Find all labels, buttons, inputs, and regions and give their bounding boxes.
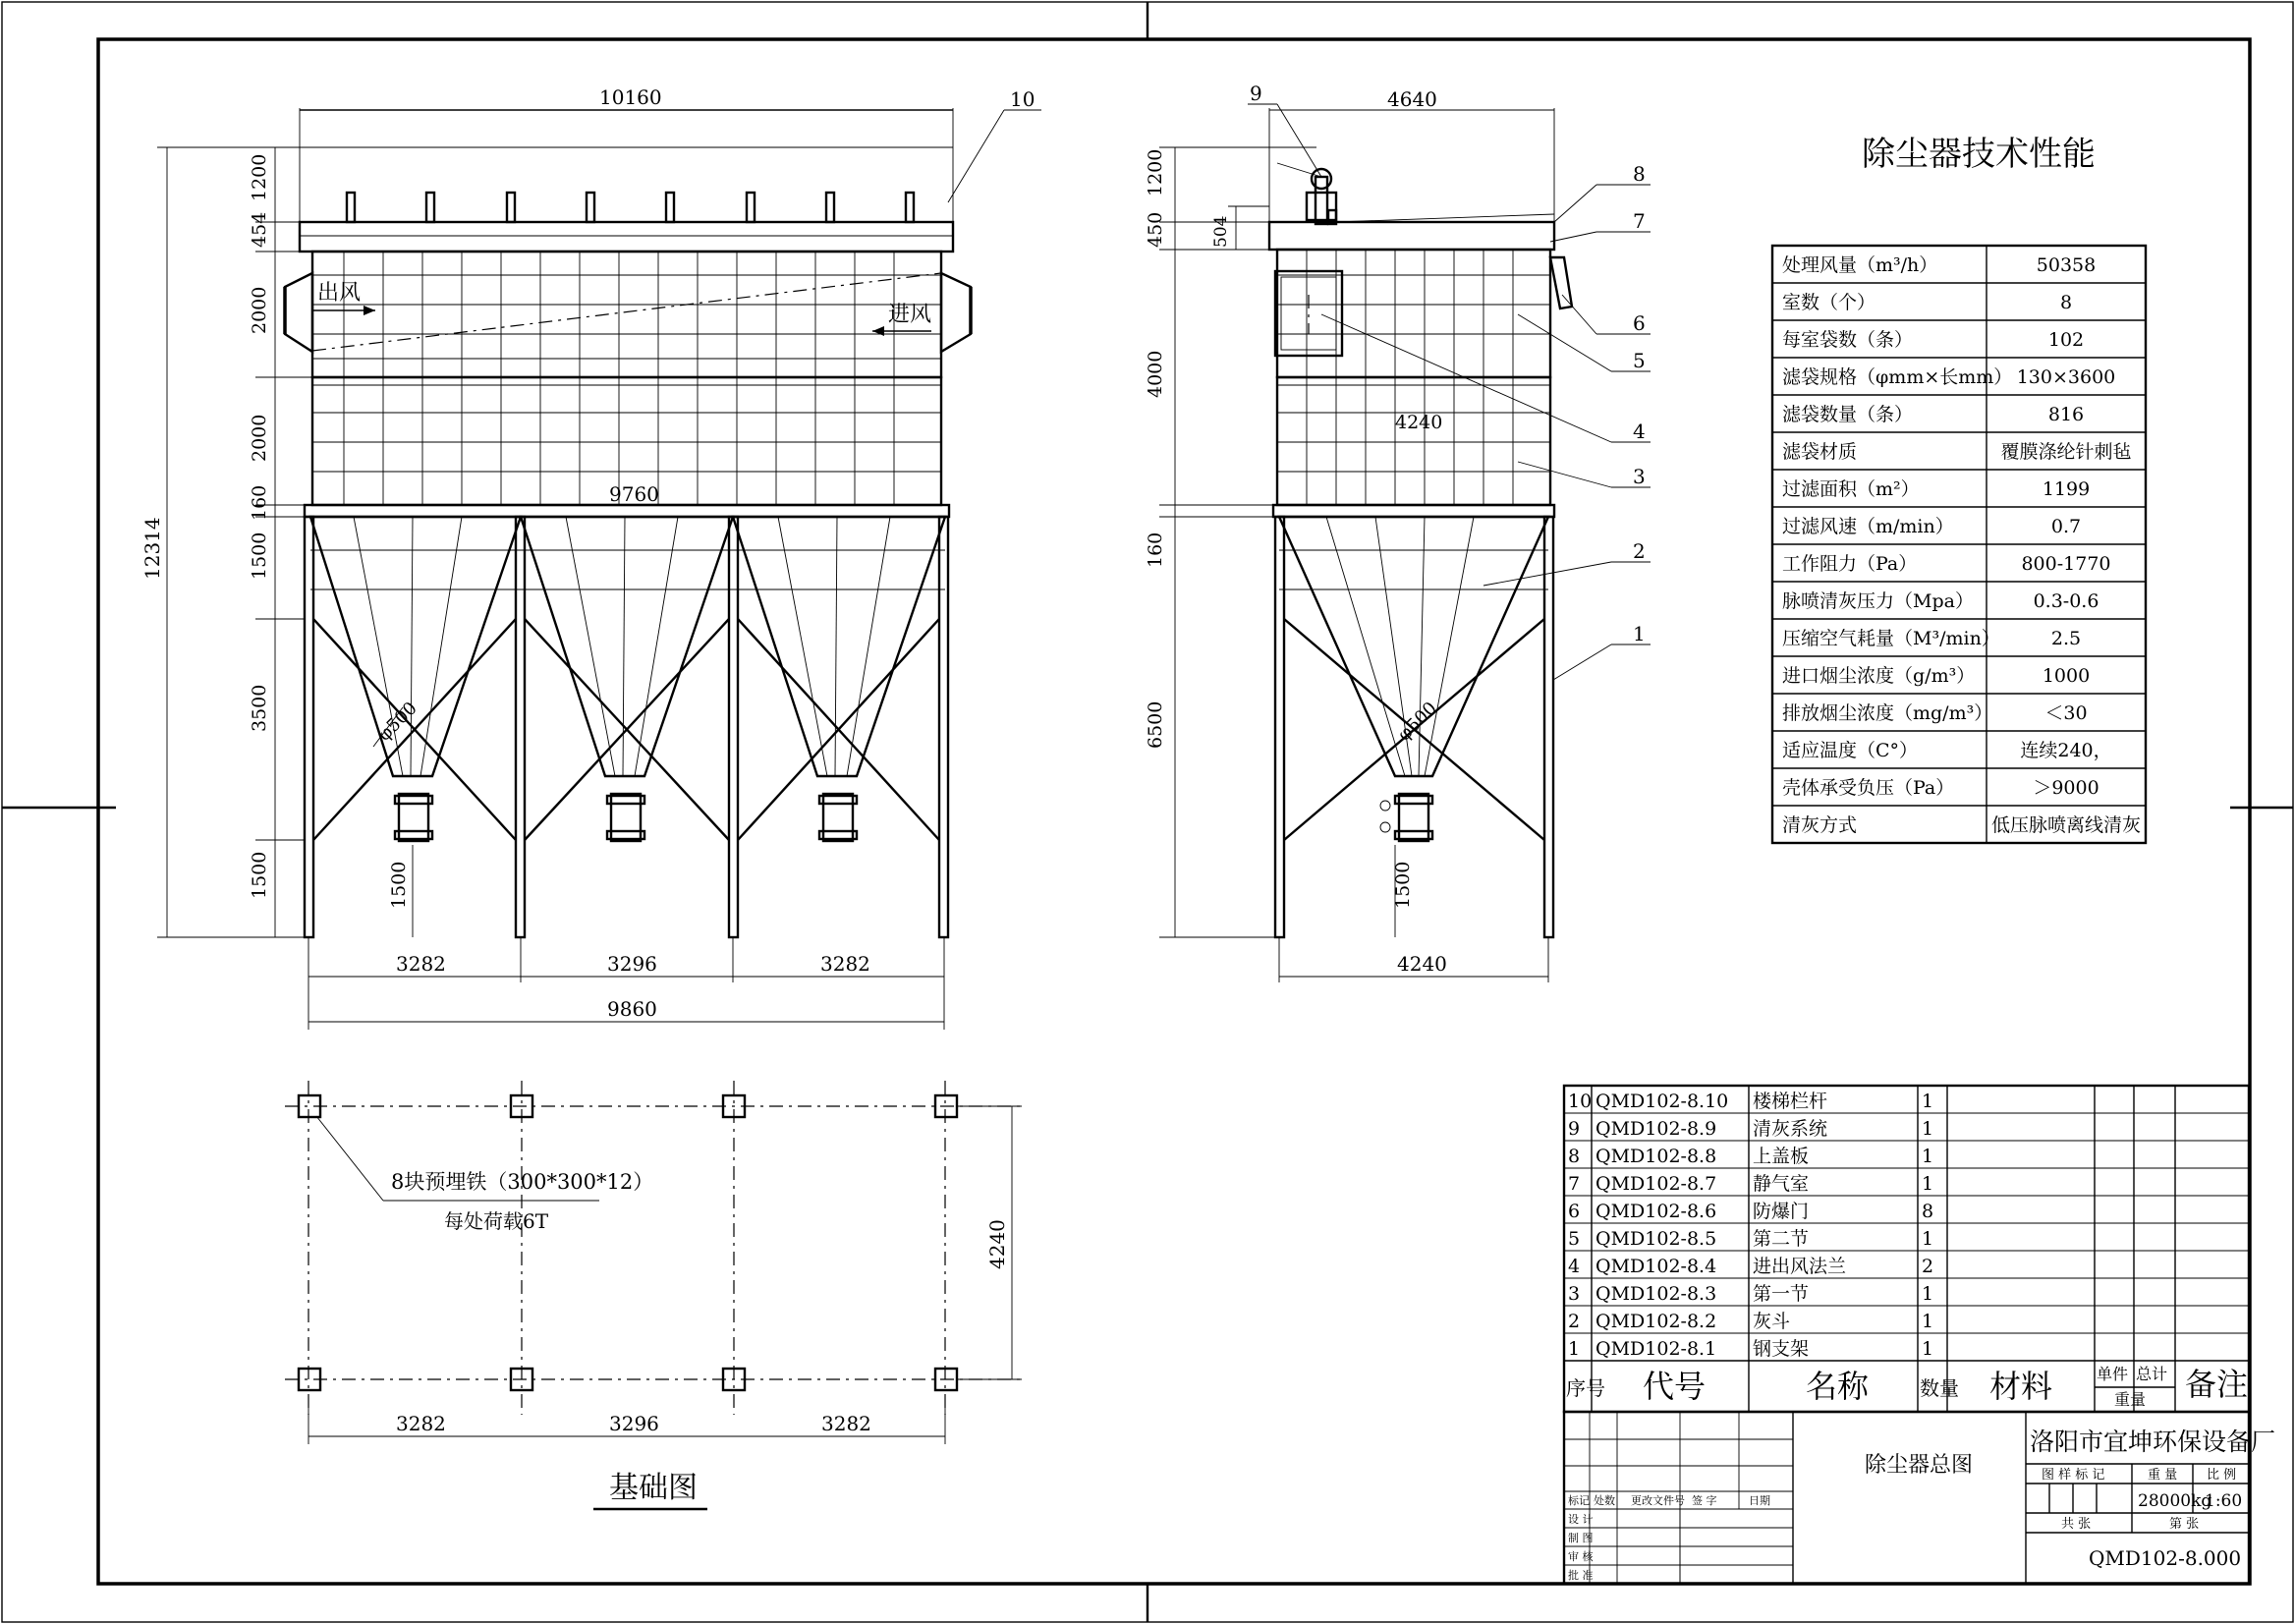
spec-row-value: 0.7	[2050, 515, 2082, 537]
spec-table-title: 除尘器技术性能	[1862, 135, 2096, 174]
front-outlet-height: 1500	[388, 861, 410, 909]
spec-row-value: 连续240，	[2020, 739, 2112, 761]
hoppers	[310, 517, 945, 841]
front-top-width: 10160	[599, 85, 662, 109]
spec-row-value: 50358	[2036, 253, 2097, 276]
part-name: 进出风法兰	[1753, 1255, 1847, 1277]
parts-header-no: 序号	[1566, 1376, 1605, 1400]
part-qty: 1	[1922, 1145, 1934, 1167]
part-code: QMD102-8.2	[1595, 1310, 1717, 1332]
part-name: 楼梯栏杆	[1753, 1090, 1828, 1112]
front-h-2000b: 2000	[249, 414, 270, 462]
side-h-4000: 4000	[1145, 350, 1166, 398]
part-qty: 1	[1922, 1117, 1934, 1140]
callout-2: 2	[1633, 539, 1646, 563]
callout-1: 1	[1633, 622, 1646, 645]
spec-row-value: ＞9000	[2033, 776, 2099, 799]
revision-header: 标记	[1568, 1494, 1590, 1507]
front-mid-width: 9760	[609, 482, 659, 506]
side-cone-dim: φ500	[1393, 698, 1441, 746]
part-no: 6	[1568, 1200, 1581, 1222]
spec-row-name: 壳体承受负压（Pa）	[1782, 776, 1955, 799]
spec-row-value: 0.3-0.6	[2033, 589, 2099, 612]
front-h-1200: 1200	[249, 153, 270, 201]
parts-header-weight: 重量	[2114, 1390, 2147, 1409]
spec-row-name: 适应温度（C°）	[1782, 739, 1919, 761]
part-name: 清灰系统	[1753, 1117, 1828, 1140]
part-name: 灰斗	[1753, 1310, 1791, 1332]
inlet-label: 进风	[888, 303, 932, 327]
part-name: 静气室	[1753, 1172, 1810, 1195]
drawing-number: QMD102-8.000	[2089, 1546, 2242, 1570]
side-mid-width: 4240	[1395, 412, 1443, 433]
spec-row-value: 102	[2047, 328, 2085, 351]
part-qty: 1	[1922, 1337, 1934, 1360]
foundation-dim-2: 3296	[609, 1412, 659, 1435]
front-view	[140, 85, 1041, 1030]
outlet-label: 出风	[317, 281, 362, 306]
spec-row-value: 1000	[2042, 664, 2091, 687]
parts-header-unit: 单件	[2097, 1365, 2129, 1383]
front-bay-2: 3296	[607, 952, 657, 976]
side-top-width: 4640	[1387, 87, 1437, 111]
embedded-plates	[299, 1095, 957, 1390]
part-no: 3	[1568, 1282, 1581, 1305]
parts-header-remark: 备注	[2185, 1366, 2249, 1403]
parts-header-qty: 数量	[1920, 1376, 1959, 1400]
spec-row-name: 处理风量（m³/h）	[1782, 253, 1938, 276]
parts-header-total: 总计	[2136, 1365, 2168, 1383]
front-overall-height: 12314	[140, 517, 164, 580]
side-base-width: 4240	[1397, 952, 1447, 976]
part-no: 1	[1568, 1337, 1581, 1360]
front-bay-1: 3282	[396, 952, 446, 976]
revision-header: 处数	[1594, 1494, 1615, 1507]
front-h-160: 160	[249, 484, 270, 521]
part-name: 第二节	[1753, 1227, 1810, 1250]
part-qty: 8	[1922, 1200, 1934, 1222]
side-h-1200: 1200	[1145, 148, 1166, 196]
spec-row-name: 进口烟尘浓度（g/m³）	[1782, 664, 1976, 687]
revision-header: 更改文件号	[1631, 1494, 1685, 1507]
front-bay-3: 3282	[820, 952, 870, 976]
spec-row-value: 1199	[2042, 477, 2091, 500]
side-h-160: 160	[1145, 532, 1166, 568]
foundation-note-2: 每处荷载6T	[444, 1209, 549, 1233]
part-qty: 2	[1922, 1255, 1934, 1277]
role-label: 设 计	[1568, 1513, 1594, 1526]
spec-row-value: 低压脉喷离线清灰	[1990, 813, 2142, 836]
spec-row-name: 工作阻力（Pa）	[1782, 552, 1918, 575]
spec-row-name: 滤袋规格（φmm×长mm）	[1782, 365, 2013, 388]
revision-header: 日期	[1749, 1494, 1770, 1507]
stage-label: 图 样 标 记	[2042, 1468, 2105, 1483]
spec-row-name: 过滤风速（m/min）	[1782, 515, 1954, 537]
foundation-dim-1: 3282	[396, 1412, 446, 1435]
foundation-title: 基础图	[609, 1471, 698, 1505]
role-label: 审 核	[1568, 1550, 1594, 1563]
foundation-plan	[285, 1081, 1022, 1509]
front-base-width: 9860	[607, 997, 657, 1021]
part-code: QMD102-8.4	[1595, 1255, 1717, 1277]
sheets-label: 共 张	[2061, 1517, 2092, 1532]
spec-row-value: 覆膜涤纶针刺毡	[2000, 440, 2132, 463]
part-no: 2	[1568, 1310, 1581, 1332]
side-h-504: 504	[1211, 215, 1231, 248]
spec-row-name: 压缩空气耗量（M³/min）	[1782, 627, 2000, 649]
part-code: QMD102-8.5	[1595, 1227, 1717, 1250]
part-no: 4	[1568, 1255, 1581, 1277]
spec-row-name: 滤袋数量（条）	[1782, 403, 1914, 425]
callout-8: 8	[1633, 162, 1646, 186]
front-h-1500: 1500	[249, 532, 270, 580]
part-no: 9	[1568, 1117, 1581, 1140]
drawing-scale: 1:60	[2205, 1491, 2243, 1511]
side-h-6500: 6500	[1145, 700, 1166, 749]
callout-5: 5	[1633, 349, 1646, 372]
part-qty: 1	[1922, 1282, 1934, 1305]
callout-7: 7	[1633, 209, 1646, 233]
part-qty: 1	[1922, 1310, 1934, 1332]
scale-label: 比 例	[2207, 1468, 2237, 1483]
callout-10: 10	[1010, 87, 1036, 111]
spec-row-value: ＜30	[2044, 701, 2088, 724]
side-h-450: 450	[1145, 211, 1166, 248]
part-no: 8	[1568, 1145, 1581, 1167]
front-h-1500b: 1500	[249, 851, 270, 899]
pulse-nozzles	[347, 193, 914, 222]
part-code: QMD102-8.7	[1595, 1172, 1717, 1195]
spec-row-value: 2.5	[2050, 627, 2082, 649]
part-name: 钢支架	[1753, 1337, 1810, 1360]
part-no: 5	[1568, 1227, 1581, 1250]
drawing-name: 除尘器总图	[1865, 1453, 1974, 1478]
part-name: 防爆门	[1753, 1200, 1810, 1222]
total-weight: 28000kg	[2138, 1491, 2212, 1511]
callout-4: 4	[1633, 420, 1646, 443]
part-no: 10	[1568, 1090, 1593, 1112]
role-label: 批 准	[1568, 1569, 1594, 1582]
weight-label: 重 量	[2148, 1468, 2178, 1483]
spec-row-name: 过滤面积（m²）	[1782, 477, 1920, 500]
spec-row-value: 8	[2059, 291, 2073, 313]
side-view	[1145, 82, 1651, 982]
spec-row-value: 130×3600	[2016, 365, 2116, 388]
spec-row-name: 室数（个）	[1782, 291, 1876, 313]
parts-list	[1564, 1086, 2249, 1412]
spec-row-name: 脉喷清灰压力（Mpa）	[1782, 589, 1974, 612]
role-label: 制 图	[1568, 1532, 1594, 1544]
callout-9: 9	[1250, 82, 1262, 105]
part-qty: 1	[1922, 1090, 1934, 1112]
front-h-2000a: 2000	[249, 286, 270, 334]
spec-table	[1772, 135, 2146, 843]
part-code: QMD102-8.10	[1595, 1090, 1729, 1112]
front-h-454: 454	[249, 211, 270, 248]
parts-header-material: 材料	[1989, 1368, 2053, 1405]
spec-row-value: 816	[2047, 403, 2085, 425]
foundation-dim-3: 3282	[821, 1412, 871, 1435]
callout-6: 6	[1633, 311, 1646, 335]
part-name: 第一节	[1753, 1282, 1810, 1305]
parts-header-name: 名称	[1806, 1368, 1870, 1405]
side-h-1500: 1500	[1392, 861, 1414, 909]
cross-bracing	[313, 619, 939, 840]
spec-row-name: 清灰方式	[1782, 813, 1858, 836]
part-code: QMD102-8.9	[1595, 1117, 1717, 1140]
revision-header: 签 字	[1692, 1494, 1717, 1507]
part-name: 上盖板	[1753, 1145, 1810, 1167]
spec-row-name: 滤袋材质	[1782, 440, 1858, 463]
part-qty: 1	[1922, 1172, 1934, 1195]
sheet-label: 第 张	[2169, 1517, 2200, 1532]
foundation-dim-depth: 4240	[985, 1219, 1009, 1269]
front-cone-dim: φ500	[373, 698, 421, 746]
parts-header-code: 代号	[1643, 1368, 1707, 1405]
part-no: 7	[1568, 1172, 1581, 1195]
spec-row-name: 排放烟尘浓度（mg/m³）	[1782, 701, 1993, 724]
part-code: QMD102-8.3	[1595, 1282, 1717, 1305]
part-code: QMD102-8.6	[1595, 1200, 1717, 1222]
part-code: QMD102-8.1	[1595, 1337, 1717, 1360]
spec-row-name: 每室袋数（条）	[1782, 328, 1914, 351]
part-code: QMD102-8.8	[1595, 1145, 1717, 1167]
callout-3: 3	[1633, 465, 1646, 488]
foundation-note-1: 8块预埋铁（300*300*12）	[391, 1170, 654, 1194]
part-qty: 1	[1922, 1227, 1934, 1250]
company-name: 洛阳市宜坤环保设备厂	[2030, 1428, 2276, 1456]
front-h-3500: 3500	[249, 684, 270, 732]
spec-row-value: 800-1770	[2021, 552, 2111, 575]
title-block	[1564, 1412, 2275, 1584]
